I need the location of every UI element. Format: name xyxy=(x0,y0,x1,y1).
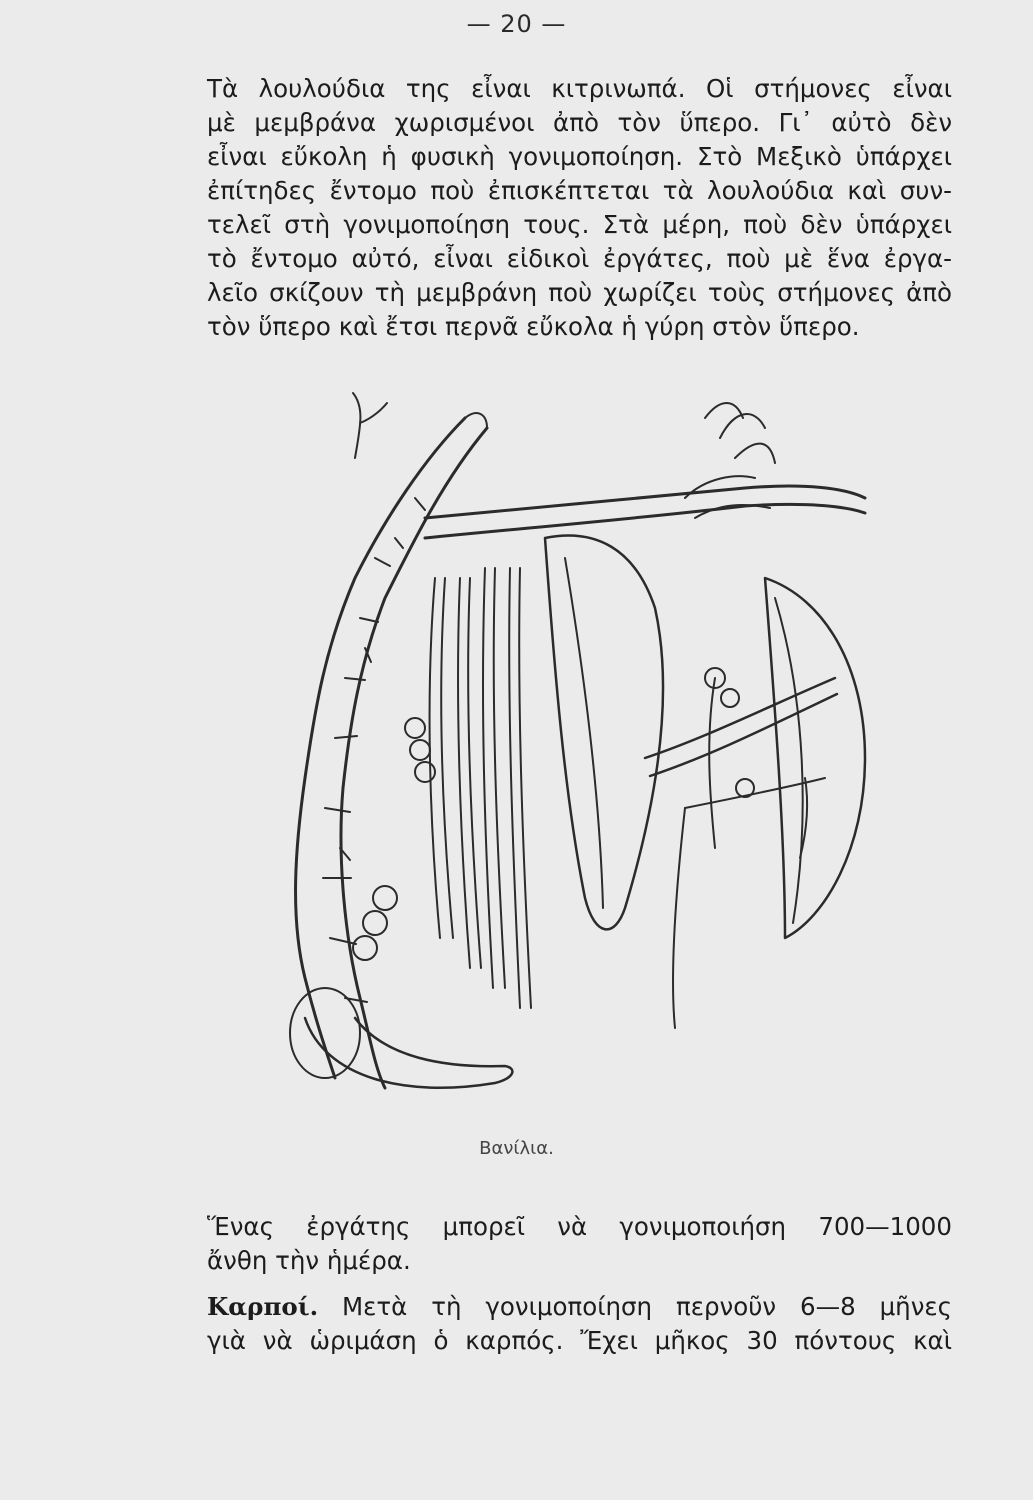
vanilla-plant-illustration xyxy=(265,378,885,1098)
section-heading: Καρποί. xyxy=(207,1292,319,1321)
text-line: γιὰ νὰ ὡριμάση ὁ καρπός. Ἔχει μῆκος 30 πόντους καὶ xyxy=(207,1326,952,1355)
text-line: τελεῖ στὴ γονιμοποίηση τους. Στὰ μέρη, ποὺ δὲν ὑπάρχει xyxy=(207,210,952,239)
text-line: μὲ μεμβράνα χωρισμένοι ἀπὸ τὸν ὕπερο. Γι᾽ αὐτὸ δὲν xyxy=(207,108,952,137)
text-line: εἶναι εὔκολη ἡ φυσικὴ γονιμοποίηση. Στὸ Μεξικὸ ὑπάρχει xyxy=(207,142,952,171)
paragraph-flowers xyxy=(207,72,952,344)
text-line: τὸ ἔντομο αὐτό, εἶναι εἰδικοὶ ἐργάτες, ποὺ μὲ ἕνα ἐργα- xyxy=(207,244,952,273)
text-line xyxy=(207,1290,952,1324)
page-number: — 20 — xyxy=(466,10,567,38)
text-line: Ἕνας ἐργάτης μπορεῖ νὰ γονιμοποιήση 700—1000 xyxy=(207,1212,952,1241)
paragraph-fruits xyxy=(207,1290,952,1358)
text-line: ἄνθη τὴν ἡμέρα. xyxy=(207,1246,411,1275)
text-line: λεῖο σκίζουν τὴ μεμβράνη ποὺ χωρίζει τοὺς στήμονες ἀπὸ xyxy=(207,278,952,307)
paragraph-workers xyxy=(207,1210,952,1278)
text-line: τὸν ὕπερο καὶ ἔτσι περνᾶ εὔκολα ἡ γύρη στὸν ὕπερο. xyxy=(207,312,860,341)
text-line: Τὰ λουλούδια της εἶναι κιτρινωπά. Οἱ στήμονες εἶναι xyxy=(207,74,952,103)
text-line: ἐπίτηδες ἔντομο ποὺ ἐπισκέπτεται τὰ λουλούδια καὶ συν- xyxy=(207,176,952,205)
figure-caption: Βανίλια. xyxy=(479,1138,554,1159)
text-fragment: Μετὰ τὴ γονιμοποίηση περνοῦν 6—8 μῆνες xyxy=(318,1292,952,1321)
